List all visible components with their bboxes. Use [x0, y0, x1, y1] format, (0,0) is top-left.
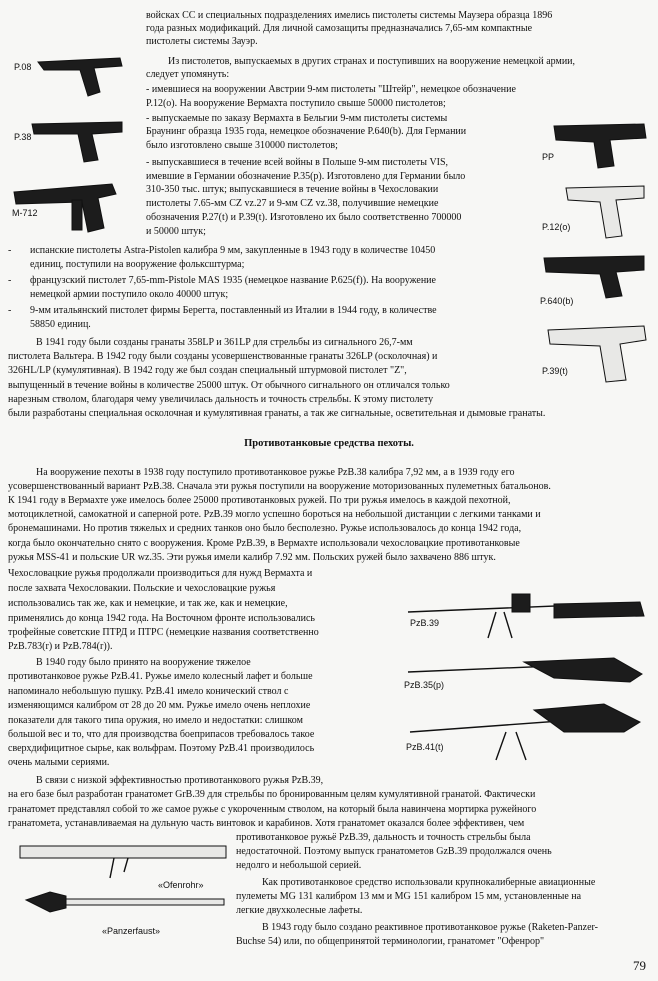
- caption-p39: P.39(t): [542, 366, 568, 376]
- caption-p12: P.12(o): [542, 222, 571, 232]
- text-line: большой вес и то, что для производства боеприпасов требовалось такое: [8, 729, 315, 740]
- text-line: пистолета Вальтера. В 1942 году были созданы усовершенствованные гранаты 326LP (осколочная) и: [8, 351, 438, 362]
- caption-ofenrohr: «Ofenrohr»: [158, 880, 204, 890]
- text-line: недостаточной. Поэтому выпуск гранатометов GzB.39 продолжался очень: [236, 846, 552, 857]
- text-line: усовершенствованный вариант PzB.38. Сначала эти ружья поступили на вооружение моторизованных пулеметных батальонов.: [8, 481, 551, 492]
- text-line: 58850 единиц.: [30, 319, 91, 330]
- text-line: гранатомета, устанавливаемая на дульную часть винтовок и карабинов. Хотя гранатомет оказался более эффективен, чем: [8, 818, 525, 829]
- text-line: когда было окончательно снято с вооружения. Кроме PzB.39, в Вермахте использовали чехословацкие противотанковые: [8, 538, 520, 549]
- caption-pzb41: PzB.41(t): [406, 742, 444, 752]
- caption-pp: PP: [542, 152, 555, 162]
- text-line: Чехословацкие ружья продолжали производиться для нужд Вермахта и: [8, 568, 313, 579]
- text-line: В 1941 году были созданы гранаты 358LP и 361LP для стрельбы из сигнального 26,7-мм: [36, 337, 413, 348]
- text-line: войсках СС и специальных подразделениях имелись пистолеты системы Маузера образца 1896: [146, 10, 553, 21]
- text-line: PzB.783(r) и PzB.784(r)).: [8, 641, 113, 652]
- caption-p08: P.08: [14, 62, 32, 72]
- text-line: противотанковое ружьё PzB.39, дальность и точность стрельбы была: [236, 832, 531, 843]
- text-line: очень малыми сериями.: [8, 757, 110, 768]
- text-line: было изготовлено свыше 310000 пистолетов;: [146, 140, 338, 151]
- text-line: имевшие в Германии обозначение P.35(p). Изготовлено для Германии было: [146, 171, 466, 182]
- text-line: трофейные советские ПТРД и ПТРС (немецкие названия соответственно: [8, 627, 319, 638]
- caption-panzerfaust: «Panzerfaust»: [102, 926, 161, 936]
- caption-p38: P.38: [14, 132, 32, 142]
- text-line: Из пистолетов, выпускаемых в других странах и поступивших на вооружение немецкой армии,: [168, 56, 576, 67]
- page-number: 79: [633, 958, 646, 973]
- text-line: противотанковое ружье PzB.41. Ружье имело колесный лафет и больше: [8, 671, 313, 682]
- text-line: использовались так же, как и немецкие, и так же, как и немецкие,: [8, 598, 288, 609]
- list-dash: -: [8, 275, 12, 286]
- list-dash: -: [8, 305, 12, 316]
- text-line: нарезным стволом, благодаря чему увеличилась дальность и точность стрельбы. К этому пистолету: [8, 394, 434, 405]
- text-line: В 1940 году было принято на вооружение тяжелое: [36, 657, 251, 668]
- text-line: мотоциклетной, самокатной и саперной роте. PzB.39 могло успешно бороться на небольшой дистанции с легкими танками и: [8, 509, 541, 520]
- text-line: обозначения P.27(t) и P.39(t). Изготовлено их было соответственно 700000: [146, 212, 462, 223]
- text-line: были разработаны специальная осколочная и кумулятивная гранаты, а так же сигнальные, осветительная и дымовые гранаты.: [8, 408, 546, 419]
- text-line: На вооружение пехоты в 1938 году поступило противотанковое ружье PzB.38 калибра 7,92 мм, а в 1939 году его: [36, 467, 515, 478]
- section-heading: Противотанковые средства пехоты.: [244, 438, 414, 449]
- text-line: пистолеты системы Зауэр.: [146, 36, 258, 47]
- caption-m712: M-712: [12, 208, 38, 218]
- text-line: сверхдифицитное сырье, как вольфрам. Поэтому PzB.41 производилось: [8, 743, 315, 754]
- caption-p640: P.640(b): [540, 296, 574, 306]
- text-line: - выпускаемые по заказу Вермахта в Бельгии 9-мм пистолеты системы: [146, 113, 448, 124]
- text-line: гранатомет представлял собой то же самое ружье с укороченным стволом, на который была навинчена мортирка ружейного: [8, 804, 537, 815]
- text-line: выпущенный в течение войны в количестве 25000 штук. От обычного сигнального он отличался только: [8, 380, 450, 391]
- text-line: применялись до конца 1942 года. На Восточном фронте использовались: [8, 613, 315, 624]
- text-line: пулеметы MG 131 калибром 13 мм и MG 151 калибром 15 мм, установленные на: [236, 891, 582, 902]
- text-line: P.12(o). На вооружение Вермахта поступило свыше 50000 пистолетов;: [146, 98, 446, 109]
- text-line: - выпускавшиеся в течение всей войны в Польше 9-мм пистолеты VIS,: [146, 157, 449, 168]
- text-line: легкие двухколесные лафеты.: [236, 905, 363, 916]
- text-line: изменяющимся калибром от 28 до 20 мм. Ружье имело очень неплохие: [8, 700, 311, 711]
- text-line: ружья MSS-41 и польские UR wz.35. Эти ружья имели калибр 7.92 мм. Польских ружей было захвачено 886 штук.: [8, 552, 496, 563]
- text-line: К 1941 году в Вермахте уже имелось более 25000 противотанковых ружей. По три ружья имелось в каждой пехотной,: [8, 495, 511, 506]
- text-line: показатели для такого типа оружия, но имело и недостатки: слишком: [8, 715, 303, 726]
- text-line: испанские пистолеты Astra-Pistolen калибра 9 мм, закупленные в 1943 году в количестве 10450: [30, 245, 436, 256]
- text-line: - имевшиеся на вооружении Австрии 9-мм пистолеты "Штейр", немецкое обозначение: [146, 84, 516, 95]
- text-line: 326HL/LP (кумулятивная). В 1942 году же был создан специальный штурмовой пистолет "Z",: [8, 365, 407, 376]
- text-line: недолго и небольшой серией.: [236, 860, 362, 871]
- text-line: В 1943 году было создано реактивное противотанковое ружье (Raketen-Panzer-: [262, 922, 599, 933]
- text-line: 310-350 тыс. штук; выпускавшиеся в течение войны в Чехословакии: [146, 184, 439, 195]
- text-line: напоминало небольшую пушку. PzB.41 имело конический ствол с: [8, 686, 289, 697]
- caption-pzb35: PzB.35(p): [404, 680, 445, 690]
- text-line: и 50000 штук;: [146, 226, 206, 237]
- text-line: Buchse 54) или, по общепринятой терминологии, гранатомет "Офенрор": [236, 936, 545, 947]
- text-line: после захвата Чехословакии. Польские и чехословацкие ружья: [8, 583, 276, 594]
- text-line: на его базе был разработан гранатомет GrB.39 для стрельбы по бронированным целям кумулятивной гранатой. Фактически: [8, 789, 536, 800]
- text-line: следует упомянуть:: [146, 69, 230, 80]
- text-line: единиц, поступили на вооружение фольксштурма;: [30, 259, 245, 270]
- text-line: В связи с низкой эффективностью противотанкового ружья PzB.39,: [36, 775, 324, 786]
- text-line: 9-мм итальянский пистолет фирмы Берегта, поставленный из Италии в 1944 году, в количестве: [30, 305, 437, 316]
- text-line: немецкой армии поступило около 40000 штук;: [30, 289, 229, 300]
- text-line: французский пистолет 7,65-mm-Pistole MAS 1935 (немецкое название P.625(f)). На вооружение: [30, 275, 436, 286]
- caption-pzb39: PzB.39: [410, 618, 440, 628]
- text-line: Как противотанковое средство использовали крупнокалиберные авиационные: [262, 877, 596, 888]
- list-dash: -: [8, 245, 12, 256]
- text-line: бронемашинами. Но против тяжелых и средних танков оно было бесполезно. Ружье использовалось до конца 1942 года,: [8, 523, 522, 534]
- text-line: пистолеты 7.65-мм CZ vz.27 и 9-мм CZ vz.38, получившие немецкие: [146, 198, 439, 209]
- text-line: Браунинг образца 1935 года, немецкое обозначение P.640(b). Для Германии: [146, 126, 467, 137]
- text-line: года разных модификаций. Для личной самозащиты предназначались 7,65-мм компактные: [146, 23, 533, 34]
